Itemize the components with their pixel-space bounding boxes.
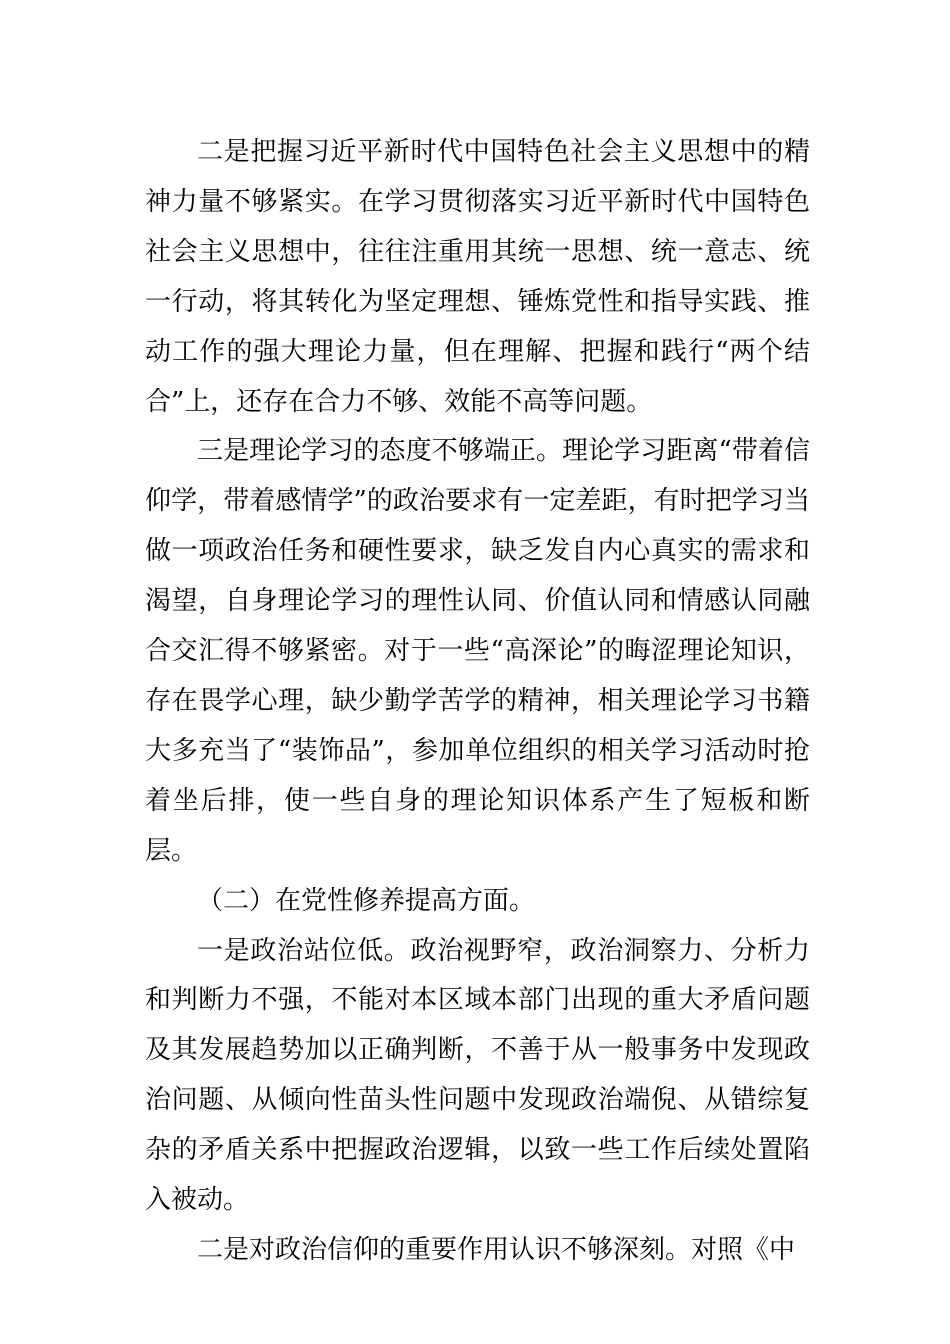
document-body	[145, 128, 810, 1276]
paragraph-political-belief: 二是对政治信仰的重要作用认识不够深刻。对照《中	[197, 1234, 796, 1265]
paragraph-theory-spirit: 二是把握习近平新时代中国特色社会主义思想中的精神力量不够紧实。在学习贯彻落实习近平新时代中国特色社会主义思想中，往往注重用其统一思想、统一意志、统一行动，将其转化为坚定理想、锤炼党性和指导实践、推动工作的强大理论力量，但在理解、把握和践行“两个结合”上，还存在合力不够、效能不高等问题。	[145, 137, 810, 417]
section-heading-party-spirit: （二）在党性修养提高方面。	[197, 885, 536, 916]
paragraph-study-attitude: 三是理论学习的态度不够端正。理论学习距离“带着信仰学，带着感情学”的政治要求有一定差距，有时把学习当做一项政治任务和硬性要求，缺乏发自内心真实的需求和渴望，自身理论学习的理性认同、价值认同和情感认同融合交汇得不够紧密。对于一些“高深论”的晦涩理论知识，存在畏学心理，缺少勤学苦学的精神，相关理论学习书籍大多充当了“装饰品”，参加单位组织的相关学习活动时抢着坐后排，使一些自身的理论知识体系产生了短板和断层。	[145, 436, 810, 866]
paragraph-political-position: 一是政治站位低。政治视野窄，政治洞察力、分析力和判断力不强，不能对本区域本部门出现的重大矛盾问题及其发展趋势加以正确判断，不善于从一般事务中发现政治问题、从倾向性苗头性问题中发现政治端倪、从错综复杂的矛盾关系中把握政治逻辑，以致一些工作后续处置陷入被动。	[145, 935, 810, 1216]
